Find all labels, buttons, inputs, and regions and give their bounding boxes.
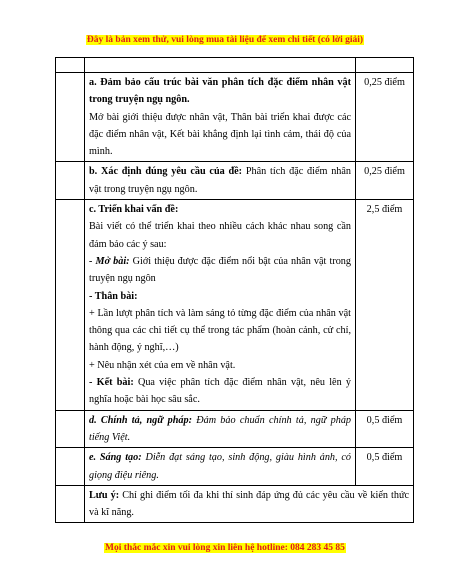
than-bai-point-1: + Lần lượt phân tích và làm sáng tỏ từng đặc điểm của nhân vật thông qua các chi tiết cụ thể trong tác phẩm (hoàn cảnh, cử chỉ, hành động, ý nghĩ,…) xyxy=(89,307,351,354)
note-label: Lưu ý: xyxy=(89,489,120,501)
hotline-banner xyxy=(0,537,450,555)
empty-cell xyxy=(56,485,85,523)
preview-banner xyxy=(0,29,450,47)
rubric-table xyxy=(55,57,414,523)
preview-banner-text: Đây là bản xem thử, vui lòng mua tài liệu để xem chi tiết (có lời giải) xyxy=(86,35,364,45)
table-row xyxy=(56,200,414,411)
criterion-e xyxy=(85,448,356,486)
score-e: 0,5 điểm xyxy=(356,448,414,486)
table-row xyxy=(56,448,414,486)
score-a: 0,25 điểm xyxy=(356,73,414,162)
empty-cell xyxy=(56,200,85,411)
empty-cell xyxy=(56,58,85,73)
criterion-a-body: Mở bài giới thiệu được nhân vật, Thân bài triển khai được các đặc điểm nhân vật, Kết bài khẳng định lại tình cảm, thái độ của mình. xyxy=(89,111,351,158)
table-row xyxy=(56,162,414,200)
criterion-d-body: Đảm bảo chuẩn chính tả, ngữ pháp tiếng Việt. xyxy=(89,414,352,443)
score-b: 0,25 điểm xyxy=(356,162,414,200)
criterion-e-title: e. Sáng tạo: xyxy=(89,452,142,464)
note-cell xyxy=(85,485,414,523)
table-row xyxy=(56,410,414,448)
table-row xyxy=(56,485,414,523)
criterion-c xyxy=(85,200,356,411)
criterion-b-title: b. Xác định đúng yêu cầu của đề: xyxy=(89,166,243,178)
criterion-d xyxy=(85,410,356,448)
criterion-b xyxy=(85,162,356,200)
than-bai-label: - Thân bài: xyxy=(89,290,138,302)
table-row xyxy=(56,58,414,73)
ket-bai-label: - Kết bài: xyxy=(89,377,134,389)
criterion-c-intro: Bài viết có thể triển khai theo nhiều cách khác nhau song cần đảm bảo các ý sau: xyxy=(89,221,351,250)
criterion-e-body: Diễn đạt sáng tạo, sinh động, giàu hình ảnh, có giọng điệu riêng. xyxy=(89,452,352,481)
criterion-a-title: a. Đảm bảo cấu trúc bài văn phân tích đặc điểm nhân vật trong truyện ngụ ngôn. xyxy=(89,77,351,106)
ket-bai-text: Qua việc phân tích đặc điểm nhân vật, nêu lên ý nghĩa hoặc bài học sâu sắc. xyxy=(89,377,352,406)
criterion-b-body: Phân tích đặc điểm nhân vật trong truyện ngụ ngôn. xyxy=(89,166,351,195)
mo-bai-text: Giới thiệu được đặc điểm nổi bật của nhân vật trong truyện ngụ ngôn xyxy=(89,255,351,285)
note-body: Chỉ ghi điểm tối đa khi thí sinh đáp ứng đủ các yêu cầu về kiến thức và kĩ năng. xyxy=(89,489,410,519)
empty-cell xyxy=(56,73,85,162)
than-bai-point-2: + Nêu nhận xét của em về nhân vật. xyxy=(89,359,236,371)
empty-cell xyxy=(356,58,414,73)
mo-bai-label: - Mở bài: xyxy=(89,255,130,267)
empty-cell xyxy=(85,58,356,73)
empty-cell xyxy=(56,162,85,200)
score-c: 2,5 điểm xyxy=(356,200,414,411)
criterion-a xyxy=(85,73,356,162)
criterion-c-title: c. Triển khai vấn đề: xyxy=(89,204,179,216)
empty-cell xyxy=(56,410,85,448)
table-row xyxy=(56,73,414,162)
criterion-d-title: d. Chính tả, ngữ pháp: xyxy=(89,414,192,426)
hotline-banner-text: Mọi thắc mắc xin vui lòng xin liên hệ hotline: 084 283 45 85 xyxy=(105,543,345,553)
score-d: 0,5 điểm xyxy=(356,410,414,448)
empty-cell xyxy=(56,448,85,486)
